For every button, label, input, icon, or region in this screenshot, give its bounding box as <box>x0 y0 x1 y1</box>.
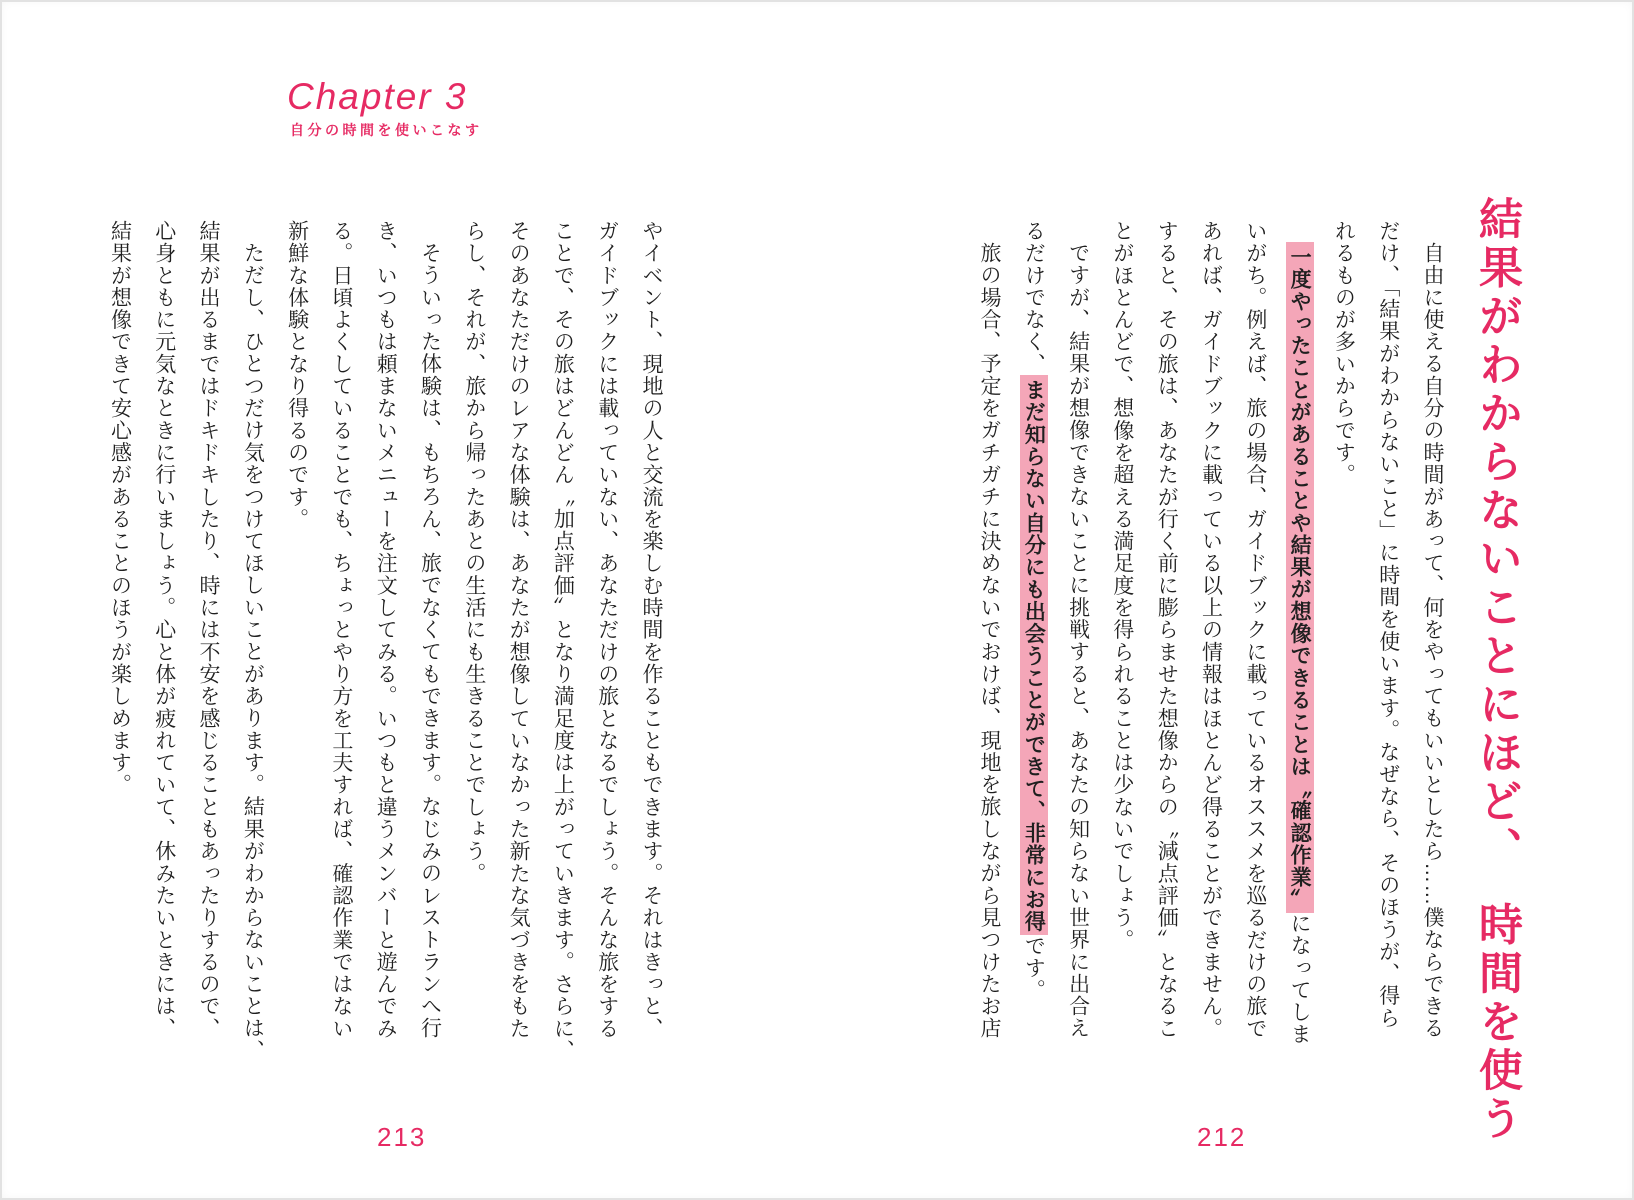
body-text-left <box>108 220 662 1062</box>
text-column <box>507 220 529 1040</box>
page-number-right: 212 <box>1197 1122 1247 1152</box>
text-column <box>640 220 662 1040</box>
text-run: ただし、ひとつだけ気をつけてほしいことがあります。結果がわからないことは、 <box>241 242 265 1062</box>
text-run: る。日頃よくしていることでも、ちょっとやり方を工夫すれば、確認作業ではない <box>329 220 353 1040</box>
section-title: 結果がわからないことにほど、 時間を使う <box>1472 196 1521 1144</box>
text-run: 結果が出るまではドキドキしたり、時には不安を感じることもあったりするので、 <box>197 220 221 1040</box>
text-column <box>1377 220 1399 1029</box>
text-run: そのあなただけのレアな体験は、あなたが想像していなかった新たな気づきをもた <box>507 220 531 1040</box>
text-run: 旅の場合、予定をガチガチに決めないでおけば、現地を旅しながら見つけたお店 <box>978 242 1002 1040</box>
text-run: やイベント、現地の人と交流を楽しむ時間を作ることもできます。それはきっと、 <box>640 220 663 1040</box>
text-run: だけ、「結果がわからないこと」に時間を使います。なぜなら、そのほうが、得ら <box>1376 220 1400 1030</box>
text-run: 新鮮な体験となり得るのです。 <box>285 220 309 531</box>
text-column <box>419 220 441 1040</box>
text-column <box>1022 220 1044 1001</box>
page-number-left: 213 <box>377 1122 427 1152</box>
text-run: です。 <box>1022 934 1046 1002</box>
text-run: 自由に使える自分の時間があって、何をやってもいいとしたら……僕ならできる <box>1421 242 1444 1040</box>
text-column <box>241 220 263 1062</box>
highlighted-text: 一度やったことがあることや結果が想像できることは〝確認作業〟 <box>1286 242 1314 913</box>
text-column <box>978 220 1000 1040</box>
text-column <box>1332 220 1354 486</box>
text-column <box>551 220 573 1062</box>
text-run: れるものが多いからです。 <box>1332 220 1356 486</box>
text-column <box>1111 220 1133 951</box>
text-run: になってしま <box>1288 912 1312 1046</box>
text-run: るだけでなく、 <box>1022 220 1046 376</box>
text-column <box>108 220 130 796</box>
text-column <box>374 220 396 1040</box>
text-column <box>1421 220 1443 1040</box>
body-text-right <box>978 220 1443 1046</box>
text-column <box>153 220 175 1040</box>
text-column <box>197 220 219 1040</box>
text-run: ガイドブックには載っていない、あなただけの旅となるでしょう。そんな旅をする <box>595 220 619 1040</box>
text-run: ことで、その旅はどんどん〝加点評価〟となり満足度は上がっていきます。さらに、 <box>551 220 575 1062</box>
text-column <box>1244 220 1266 1040</box>
text-run: 結果が想像できて安心感があることのほうが楽しめます。 <box>108 220 132 796</box>
text-run: いがち。例えば、旅の場合、ガイドブックに載っているオススメを巡るだけの旅で <box>1243 220 1267 1040</box>
text-column <box>596 220 618 1040</box>
text-column <box>463 220 485 885</box>
text-column <box>1067 220 1089 1040</box>
text-column <box>1200 220 1222 1040</box>
text-run: 心身ともに元気なときに行いましょう。心と体が疲れていて、休みたいときには、 <box>152 220 176 1040</box>
text-column <box>1155 220 1177 1040</box>
text-run: き、いつもは頼まないメニューを注文してみる。いつもと違うメンバーと遊んでみ <box>374 220 398 1040</box>
text-run: そういった体験は、もちろん、旅でなくてもできます。なじみのレストランへ行 <box>418 242 442 1040</box>
text-column <box>286 220 308 530</box>
text-run: すると、その旅は、あなたが行く前に膨らませた想像からの〝減点評価〟となるこ <box>1155 220 1179 1040</box>
text-run: あれば、ガイドブックに載っている以上の情報はほとんど得ることができません。 <box>1199 220 1223 1040</box>
chapter-subtitle: 自分の時間を使いこなす <box>290 122 483 138</box>
text-run: ですが、結果が想像できないことに挑戦すると、あなたの知らない世界に出合え <box>1066 242 1090 1040</box>
chapter-label: Chapter 3 <box>287 76 468 117</box>
text-column <box>330 220 352 1040</box>
text-run: とがほとんどで、想像を超える満足度を得られることは少ないでしょう。 <box>1110 220 1134 951</box>
text-column <box>1288 220 1310 1046</box>
text-run: らし、それが、旅から帰ったあとの生活にも生きることでしょう。 <box>462 220 486 885</box>
highlighted-text: まだ知らない自分にも出会うことができて、非常にお得 <box>1020 375 1048 935</box>
